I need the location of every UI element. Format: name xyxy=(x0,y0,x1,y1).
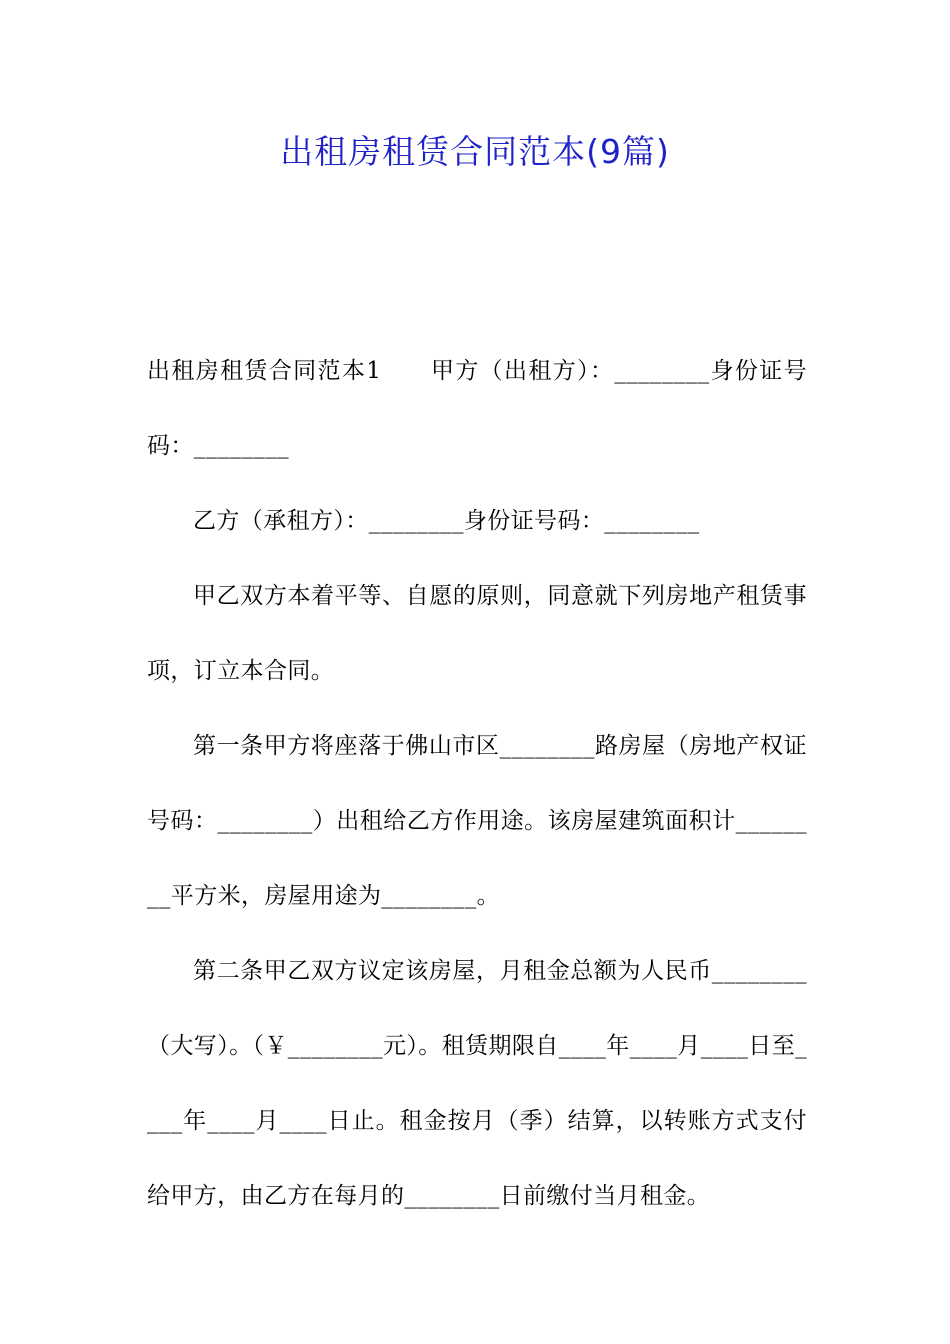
paragraph-parties-lessor: 出租房租赁合同范本1 甲方（出租方）：________身份证号码：________ xyxy=(147,358,807,459)
document-body xyxy=(147,334,807,1234)
paragraph-article-2: 第二条甲乙双方议定该房屋，月租金总额为人民币________（大写）。（￥________元）。租赁期限自____年____月____日至____年____月____日止。租金按月（季）结算，以转账方式支付给甲方，由乙方在每月的________日前缴付当月租金。 xyxy=(147,958,807,1209)
paragraph-preamble: 甲乙双方本着平等、自愿的原则，同意就下列房地产租赁事项，订立本合同。 xyxy=(147,583,807,684)
document-title: 出租房租赁合同范本(9篇) xyxy=(280,132,670,171)
paragraph-parties-lessee: 乙方（承租方）：________身份证号码：________ xyxy=(193,508,700,534)
paragraph-article-1: 第一条甲方将座落于佛山市区________路房屋（房地产权证号码：________）出租给乙方作用途。该房屋建筑面积计________平方米，房屋用途为________。 xyxy=(147,733,807,909)
